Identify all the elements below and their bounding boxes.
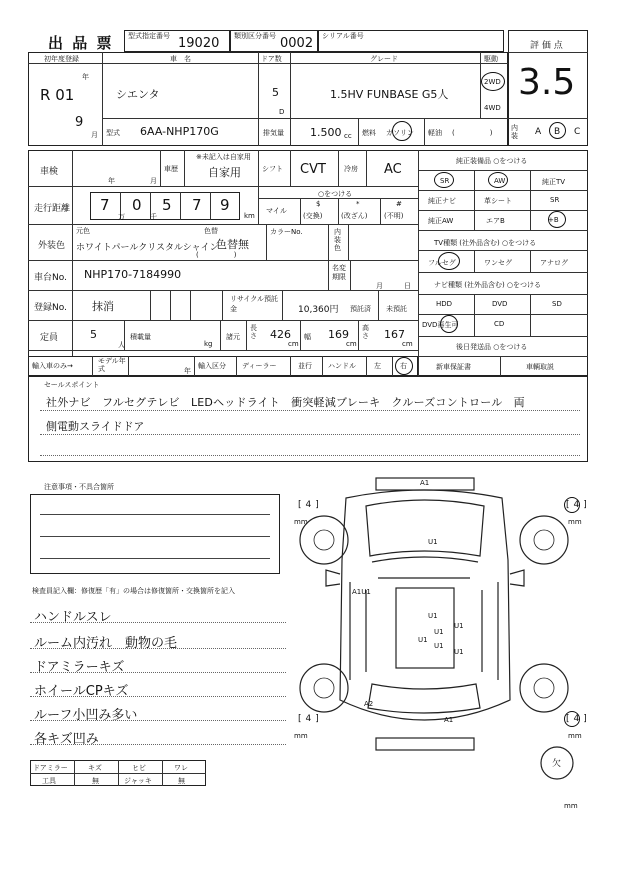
- fuel-label: 燃料: [362, 129, 376, 137]
- door-type: D: [279, 108, 285, 116]
- use-value: 自家用: [208, 166, 241, 179]
- width-value: 169: [328, 328, 349, 341]
- tread-fr-circle: [564, 497, 580, 513]
- reg-label: 登録No.: [34, 303, 67, 313]
- equip-r1-c3: 純正TV: [542, 178, 566, 186]
- handle-selected-circle: [395, 357, 413, 375]
- mile-label: マイル: [266, 207, 287, 215]
- class-no-label: 類別区分番号: [234, 32, 276, 40]
- shaken-year: 年: [108, 177, 115, 185]
- use-label: 車歴: [164, 165, 178, 173]
- drive-2wd: 2WD: [484, 78, 501, 86]
- tread-rr: [ 4 ]: [566, 714, 587, 724]
- score-label: 評 価 点: [530, 41, 563, 51]
- tread-rr-value: 4: [573, 714, 580, 724]
- model-year-unit: 年: [184, 367, 191, 375]
- name-change-month: 月: [376, 282, 383, 290]
- spare-unit: mm: [564, 802, 578, 810]
- mileage-digit-4: 7: [192, 196, 202, 214]
- tread-rr-unit: mm: [568, 732, 582, 740]
- length-cm: cm: [288, 340, 299, 348]
- tv-3: アナログ: [540, 259, 568, 267]
- width-cm: cm: [346, 340, 357, 348]
- import-type-label: 輸入区分: [198, 362, 226, 370]
- equip-r2-c2: 革シート: [484, 197, 512, 205]
- fuel-selected-circle: [392, 121, 412, 141]
- spare-missing: 欠: [552, 759, 562, 769]
- type-no-value: 19020: [178, 36, 220, 51]
- notes-box: [30, 494, 280, 574]
- defect-v4: 無: [178, 777, 185, 785]
- equip-r1-c1-circle: [434, 172, 454, 188]
- length-value: 426: [270, 328, 291, 341]
- ac-value: AC: [384, 162, 402, 177]
- chassis-label: 車台No.: [34, 273, 67, 283]
- color-no-label: 色替: [204, 227, 218, 235]
- genuine-label: 純正装備品 ○をつける: [456, 157, 528, 165]
- height-cm: cm: [402, 340, 413, 348]
- original-color-label: 元色: [76, 227, 90, 235]
- navi-3: SD: [552, 300, 562, 308]
- mark-rear: A1: [444, 716, 454, 724]
- handle-label: ハンドル: [328, 362, 356, 370]
- tread-rr-circle: [564, 711, 580, 727]
- mark-roof-3: U1: [434, 628, 444, 636]
- mark-left-rear: A2: [364, 700, 374, 708]
- note-item-5: ルーフ小凹み多い: [34, 708, 138, 723]
- interior-color-label: 内装色: [334, 228, 341, 252]
- name-change-day: 日: [404, 282, 411, 290]
- model-year-label: モデル年式: [98, 357, 126, 373]
- name-label: 車 名: [170, 55, 191, 63]
- mark-hood: U1: [428, 538, 438, 546]
- displacement-value: 1.500: [310, 126, 342, 139]
- tread-fl-unit: mm: [294, 518, 308, 526]
- equip-r3-c3-circle: [548, 211, 566, 228]
- navi-1: HDD: [436, 300, 453, 308]
- mileage-digit-2: 0: [132, 196, 142, 214]
- load-unit: kg: [204, 340, 213, 348]
- ac-label: 冷房: [344, 165, 358, 173]
- mileage-km: km: [244, 212, 255, 220]
- color-change-value: 色替無: [216, 238, 249, 251]
- class-no-value: 0002: [280, 36, 314, 51]
- vehicle-name: シエンタ: [116, 88, 160, 101]
- equip-r3-c2: エアB: [486, 217, 505, 225]
- height-value: 167: [384, 328, 405, 341]
- score-value: 3.5: [518, 62, 576, 103]
- mark-roof-2: U1: [454, 622, 464, 630]
- capacity-label: 定員: [40, 333, 59, 343]
- handle-right: 右: [400, 362, 407, 370]
- equip-r1-c2-circle: [488, 172, 508, 188]
- navi-4: DVD再生可: [422, 321, 459, 329]
- interior-grade-b: B: [554, 127, 561, 137]
- first-reg-label: 初年度登録: [44, 55, 79, 63]
- note-item-6: 各キズ凹み: [34, 732, 99, 747]
- mileage-digit-1: 7: [100, 196, 110, 214]
- mark-roof-1: U1: [428, 612, 438, 620]
- equip-r3-c1: 純正AW: [428, 217, 454, 225]
- displacement-label: 排気量: [263, 129, 284, 137]
- recycle-done: 預託済: [350, 305, 371, 313]
- height-label: 高さ: [362, 324, 369, 340]
- model-label: 型式: [106, 129, 120, 137]
- interior-selected-circle: [549, 122, 566, 139]
- navi-label: ナビ種類 (社外品含む) ○をつける: [434, 281, 542, 289]
- page-title: 出 品 票: [48, 34, 114, 52]
- defect-v1: 工具: [42, 777, 56, 785]
- doors-label: ドア数: [261, 55, 282, 63]
- equip-r2-c1: 純正ナビ: [428, 197, 456, 205]
- interior-grade-c: C: [574, 127, 581, 137]
- notes-label: 注意事項・不具合箇所: [44, 483, 114, 491]
- interior-grade-a: A: [535, 127, 542, 137]
- tread-fl: [ 4 ]: [298, 500, 319, 510]
- recycle-label: リサイクル預託金: [230, 295, 279, 313]
- tv-1: フルセグ: [428, 259, 456, 267]
- mark-roof-6: U1: [454, 648, 464, 656]
- name-change-label: 名変期限: [332, 264, 346, 281]
- handle-left: 左: [374, 362, 381, 370]
- navi-5: CD: [494, 320, 505, 328]
- recycle-not: 未預託: [386, 305, 407, 313]
- defect-h1: ドアミラー: [33, 764, 68, 772]
- mark-left-front: A1U1: [352, 588, 371, 596]
- width-label: 幅: [304, 333, 311, 341]
- tread-fr-unit: mm: [568, 518, 582, 526]
- dealer-option: ディーラー: [242, 362, 277, 370]
- defect-v2: 無: [92, 777, 99, 785]
- drive-label: 駆動: [484, 55, 498, 63]
- unknown-sym: #: [396, 200, 402, 208]
- mileage-man: 万: [118, 213, 125, 221]
- grade-value: 1.5HV FUNBASE G5人: [330, 88, 449, 101]
- interior-label: 内装: [511, 124, 518, 140]
- shift-value: CVT: [300, 162, 326, 177]
- inspector-label: 検査員記入欄：修復歴「有」の場合は修復箇所・交換箇所を記入: [32, 587, 235, 595]
- parallel-option: 並行: [298, 362, 312, 370]
- recycle-value: 10,360円: [298, 305, 339, 315]
- shift-label: シフト: [262, 165, 283, 173]
- tv-selected-circle: [438, 252, 460, 270]
- tamper-sym: *: [356, 200, 360, 208]
- defect-h4: ワレ: [174, 764, 188, 772]
- exchange-sym: $: [316, 200, 321, 208]
- navi-2: DVD: [492, 300, 508, 308]
- year-era: R 01: [40, 86, 75, 104]
- tread-rl: [ 4 ]: [298, 714, 319, 724]
- note-item-3: ドアミラーキズ: [34, 660, 125, 675]
- defect-v3: ジャッキ: [124, 777, 152, 785]
- mileage-sen: 千: [150, 213, 157, 221]
- mileage-label: 走行距離: [34, 204, 71, 214]
- color-code-label: カラーNo.: [270, 228, 303, 236]
- original-color-value: ホワイトパールクリスタルシャイン: [76, 243, 219, 253]
- mark-roof-5: U1: [434, 642, 444, 650]
- shaken-month: 月: [150, 177, 157, 185]
- shaken-label: 車検: [40, 167, 59, 177]
- docs-1: 新車保証書: [436, 363, 471, 371]
- note-item-4: ホイールCPキズ: [34, 684, 129, 699]
- defect-h2: キズ: [88, 764, 102, 772]
- light-oil-label: 軽油: [428, 129, 442, 137]
- fuel-paren: ( ): [452, 129, 493, 137]
- color-paren: ( ): [196, 251, 237, 259]
- defect-h3: ヒビ: [132, 764, 146, 772]
- exchange-label: (交換): [303, 212, 323, 220]
- length-label: 長さ: [250, 324, 257, 340]
- use-note: ※未記入は自家用: [196, 153, 251, 161]
- equip-r3-c3: +B: [548, 216, 559, 224]
- tv-label: TV種類 (社外品含む) ○をつける: [434, 239, 537, 247]
- docs-label: 後日発送品 ○をつける: [456, 343, 528, 351]
- tread-rl-value: 4: [305, 714, 312, 724]
- import-label: 輸入車のみ→: [32, 362, 73, 370]
- type-no-label: 型式指定番号: [128, 32, 170, 40]
- exterior-label: 外装色: [38, 241, 66, 251]
- load-label: 積載量: [130, 333, 151, 341]
- mileage-note: ○をつける: [318, 190, 353, 198]
- drive-selected-circle: [481, 72, 505, 91]
- doors-value: 5: [272, 86, 279, 99]
- drive-4wd: 4WD: [484, 104, 501, 112]
- sales-line-1: 社外ナビ フルセグテレビ LEDヘッドライト 衝突軽減ブレーキ クルーズコントロール 両: [46, 396, 525, 409]
- docs-2: 車輌取説: [526, 363, 554, 371]
- tread-rl-unit: mm: [294, 732, 308, 740]
- mark-front-bumper: A1: [420, 479, 430, 487]
- mileage-digit-3: 5: [162, 196, 172, 214]
- tread-fl-value: 4: [305, 500, 312, 510]
- model-value: 6AA-NHP170G: [140, 125, 219, 138]
- fuel-value: ガソリン: [386, 129, 414, 137]
- mark-roof-4: U1: [418, 636, 428, 644]
- year-unit: 年: [82, 73, 89, 81]
- capacity-unit: 人: [118, 341, 125, 349]
- capacity-value: 5: [90, 328, 97, 341]
- equip-r2-c3: SR: [550, 196, 560, 204]
- tv-2: ワンセグ: [484, 259, 512, 267]
- displacement-unit: cc: [344, 132, 352, 140]
- equip-r1-c2: AW: [494, 177, 506, 185]
- grade-label: グレード: [370, 55, 398, 63]
- tread-fr-value: 4: [573, 500, 580, 510]
- note-item-2: ルーム内汚れ 動物の毛: [34, 636, 178, 651]
- note-item-1: ハンドルスレ: [34, 610, 112, 625]
- sales-label: セールスポイント: [44, 381, 100, 389]
- equip-r1-c1: SR: [440, 177, 450, 185]
- mileage-digit-5: 9: [220, 196, 230, 214]
- unknown-label: (不明): [384, 212, 404, 220]
- chassis-value: NHP170-7184990: [84, 268, 182, 281]
- tamper-label: (改ざん): [341, 212, 368, 220]
- month-unit: 月: [91, 131, 98, 139]
- sales-line-2: 側電動スライドドア: [46, 420, 145, 433]
- reg-value: 抹消: [92, 300, 114, 313]
- tread-fr: [ 4 ]: [566, 500, 587, 510]
- navi-selected-circle: [440, 315, 458, 333]
- month-value: 9: [75, 115, 84, 130]
- serial-label: シリアル番号: [322, 32, 364, 40]
- dims-label: 諸元: [226, 333, 240, 341]
